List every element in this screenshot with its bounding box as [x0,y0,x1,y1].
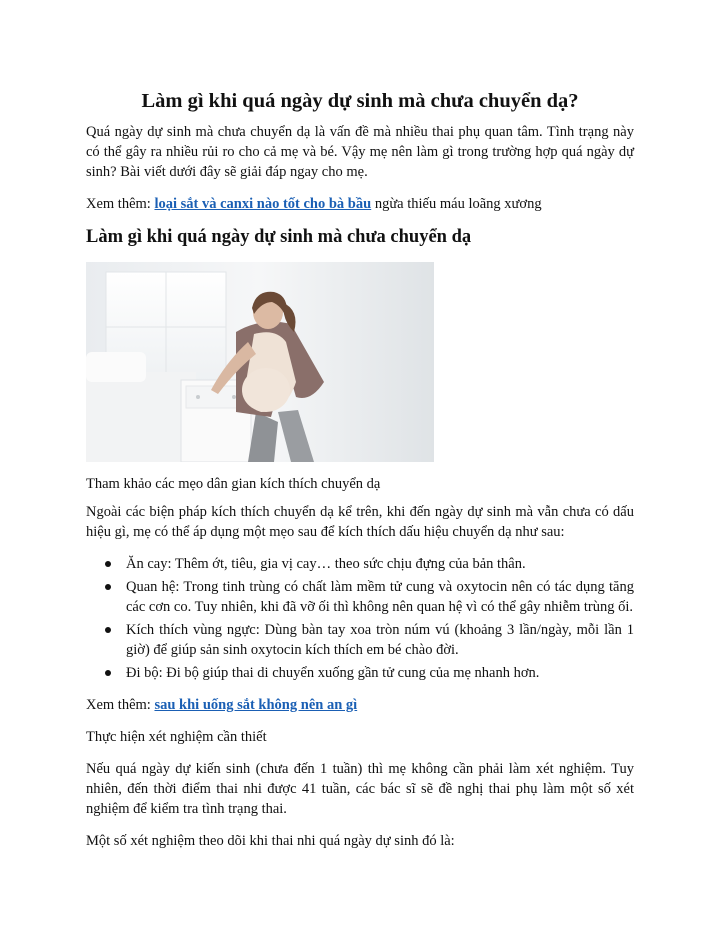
see-also-paragraph-2 [86,695,634,715]
see-also-prefix: Xem thêm: [86,697,155,713]
methods-paragraph: Ngoài các biện pháp kích thích chuyển dạ kể trên, khi đến ngày dự sinh mà vẫn chưa có dấu hiệu gì, mẹ có thể áp dụng một mẹo sau để kích thích dấu hiệu chuyển dạ như sau: [86,504,634,540]
tests-paragraph: Nếu quá ngày dự kiến sinh (chưa đến 1 tuần) thì mẹ không cần phải làm xét nghiệm. Tuy nhiên, đến thời điểm thai nhi được 41 tuần, các bác sĩ sẽ đề nghị thai phụ làm một số xét nghiệm để kiểm tra tình trạng thai. [86,761,634,817]
photo-caption: Tham khảo các mẹo dân gian kích thích chuyển dạ [86,476,381,492]
after-iron-link[interactable]: sau khi uống sắt không nên an gì [154,697,358,713]
list-item: Đi bộ: Đi bộ giúp thai di chuyển xuống gần tử cung của mẹ nhanh hơn. [126,663,634,683]
intro-paragraph: Quá ngày dự sinh mà chưa chuyển dạ là vấn đề mà nhiều thai phụ quan tâm. Tình trạng này có thể gây ra nhiều rủi ro cho cả mẹ và bé. Vậy mẹ nên làm gì trong trường hợp quá ngày dự sinh? Bài viết dưới đây sẽ giải đáp ngay cho mẹ. [86,124,634,180]
tests-heading: Thực hiện xét nghiệm cần thiết [86,729,267,745]
see-also-paragraph-1 [86,194,634,214]
article-body [86,88,634,863]
see-also-prefix: Xem thêm: [86,196,155,212]
article-title: Làm gì khi quá ngày dự sinh mà chưa chuyển dạ? [141,90,579,112]
last-paragraph: Một số xét nghiệm theo dõi khi thai nhi quá ngày dự sinh đó là: [86,833,455,849]
tips-list [86,554,634,683]
pregnant-woman-photo [86,262,434,462]
section-heading: Làm gì khi quá ngày dự sinh mà chưa chuyển dạ [86,227,472,247]
see-also-suffix: ngừa thiếu máu loãng xương [371,196,542,212]
iron-calcium-link[interactable]: loại sắt và canxi nào tốt cho bà bầu [154,196,372,212]
list-item: Ăn cay: Thêm ớt, tiêu, gia vị cay… theo sức chịu đựng của bản thân. [126,554,634,574]
list-item: Kích thích vùng ngực: Dùng bàn tay xoa tròn núm vú (khoảng 3 lần/ngày, mỗi lần 1 giờ) để giúp sản sinh oxytocin kích thích em bé chào đời. [126,622,634,658]
list-item: Quan hệ: Trong tinh trùng có chất làm mềm tử cung và oxytocin nên có tác dụng tăng các cơn co. Tuy nhiên, khi đã vỡ ối thì không nên quan hệ vì có thể gây nhiễm trùng ối. [126,579,634,615]
